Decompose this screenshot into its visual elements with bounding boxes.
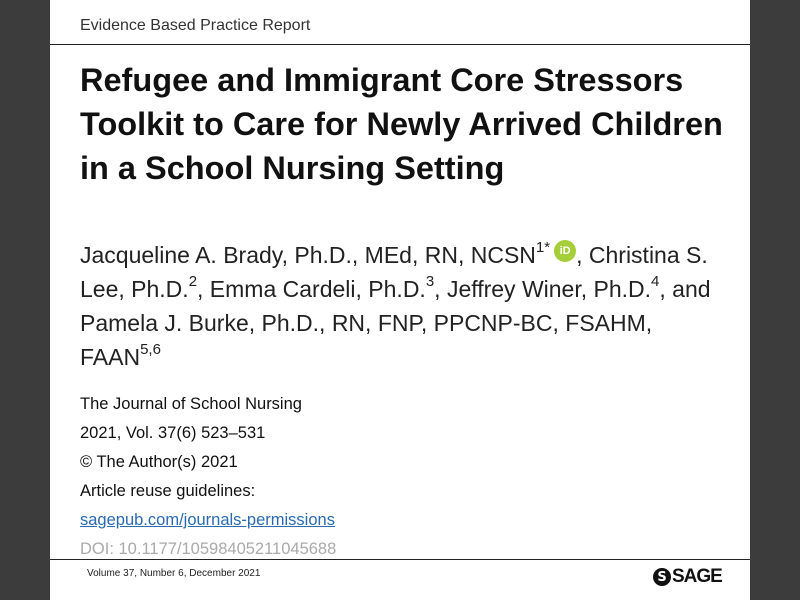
report-type-label: Evidence Based Practice Report [80, 17, 311, 34]
author-name: , Christina S. Lee, Ph.D. [80, 242, 708, 302]
footer-divider [50, 559, 750, 560]
copyright-notice: © The Author(s) 2021 [80, 453, 238, 471]
permissions-link[interactable]: sagepub.com/journals-permissions [80, 511, 335, 529]
journal-citation: 2021, Vol. 37(6) 523–531 [80, 424, 266, 442]
article-title: Refugee and Immigrant Core Stressors Toolkit to Care for Newly Arrived Children in a School Nursing Setting [80, 62, 723, 186]
author-list [80, 238, 730, 374]
author-name: , and Pamela J. Burke, Ph.D., RN, FNP, PPCNP-BC, FSAHM, FAAN [80, 276, 711, 370]
publisher-logo [653, 564, 722, 590]
author-affiliation: 2 [188, 273, 198, 291]
author-affiliation: 4 [651, 273, 660, 291]
article-page [50, 0, 750, 600]
reuse-guidelines-label: Article reuse guidelines: [80, 482, 256, 500]
journal-info [80, 390, 336, 564]
author-name: Jacqueline A. Brady, Ph.D., MEd, RN, NCSN [80, 242, 536, 268]
publisher-name: SAGE [672, 566, 722, 587]
author-name: , Jeffrey Winer, Ph.D. [434, 276, 652, 302]
orcid-icon[interactable]: iD [554, 240, 576, 262]
author-name: , Emma Cardeli, Ph.D. [197, 276, 426, 302]
sage-logo-icon: S [653, 568, 671, 586]
author-affiliation: 3 [425, 273, 435, 291]
author-affiliation: 1* [535, 239, 551, 257]
issue-info: Volume 37, Number 6, December 2021 [87, 568, 261, 579]
journal-name: The Journal of School Nursing [80, 395, 302, 413]
header-divider [50, 44, 750, 45]
author-affiliation: 5,6 [140, 341, 161, 359]
doi-text: DOI: 10.1177/10598405211045688 [80, 540, 337, 558]
